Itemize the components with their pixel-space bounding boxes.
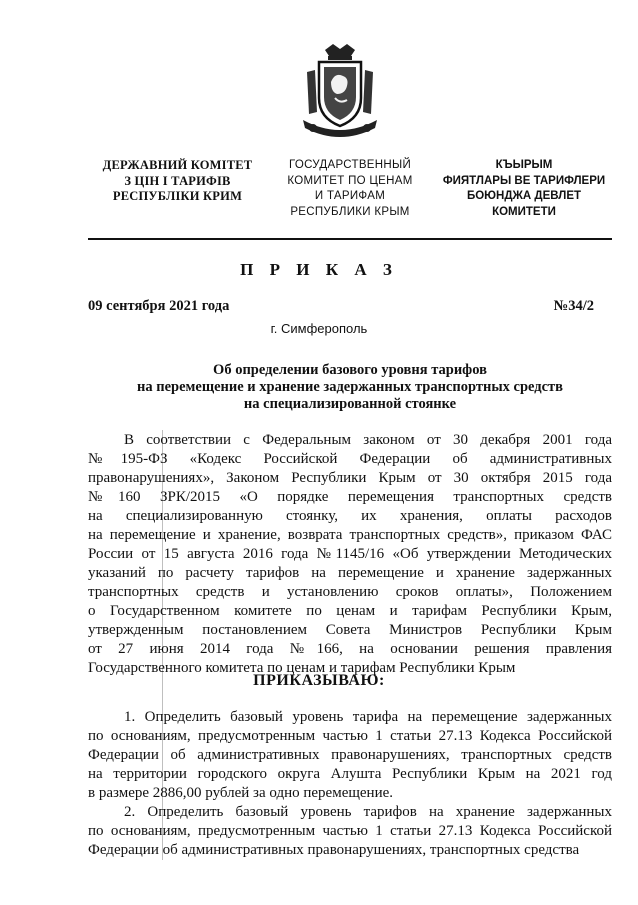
text-line: по основаниям, предусмотренным частью 1 статьи 27.13 Кодекса Российской: [88, 823, 612, 839]
header-line: И ТАРИФАМ: [314, 190, 386, 202]
header-line: ГОСУДАРСТВЕННЫЙ: [288, 159, 412, 171]
text-line: на перемещение и хранение, возврата транспортных средств», приказом ФАС: [88, 527, 612, 543]
text-line: правонарушениях», Законом Республики Крым от 30 октября 2015 года: [88, 470, 612, 486]
text-line: 2. Определить базовый уровень тарифов на хранение задержанных: [124, 804, 612, 820]
subject-line: на перемещение и хранение задержанных транспортных средств: [137, 379, 563, 395]
text-line: 1. Определить базовый уровень тарифа на перемещение задержанных: [124, 709, 612, 725]
text-line: в размере 2886,00 рублей за одно перемещение.: [88, 785, 394, 801]
text-line: утвержденным постановлением Совета Министров Республики Крым: [88, 622, 612, 638]
header-line: РЕСПУБЛИКИ КРЫМ: [290, 205, 410, 218]
order-heading: ПРИКАЗЫВАЮ:: [253, 672, 385, 689]
header-line: КОМИТЕТИ: [492, 205, 556, 218]
header-line: КОМИТЕТ ПО ЦЕНАМ: [287, 174, 413, 187]
header-line: ФИЯТЛАРЫ ВЕ ТАРИФЛЕРИ: [442, 174, 606, 187]
subject-line: Об определении базового уровня тарифов: [213, 362, 487, 378]
header-line: З ЦІН І ТАРИФІВ: [124, 173, 231, 188]
text-line: по основаниям, предусмотренным частью 1 статьи 27.13 Кодекса Российской: [88, 728, 612, 744]
text-line: России от 15 августа 2016 года №1145/16 «Об утверждении Методических: [88, 546, 612, 562]
order-item-1: [88, 708, 612, 803]
header-line: ДЕРЖАВНИЙ КОМІТЕТ: [102, 158, 253, 172]
text-line: на территории городского округа Алушта Республики Крым на 2021 год: [88, 766, 612, 782]
text-line: №160 ЗРК/2015 «О порядке перемещения транспортных средств: [88, 489, 612, 505]
text-line: на специализированную стоянку, их хранения, оплаты расходов: [88, 508, 612, 524]
header-ukrainian: [100, 158, 255, 205]
header-crimean-tatar: [440, 158, 608, 220]
subject-line: на специализированной стоянке: [243, 396, 457, 412]
coat-of-arms-emblem: [295, 42, 385, 142]
header-line: РЕСПУБЛІКИ КРИМ: [112, 189, 243, 203]
text-line: В соответствии с Федеральным законом от 30 декабря 2001 года: [124, 432, 612, 448]
text-line: Федерации об административных правонарушениях, транспортных средства: [88, 842, 580, 858]
header-russian: [270, 158, 430, 220]
text-line: Государственного комитета по ценам и тарифам Республики Крым: [88, 660, 516, 676]
header-divider: [88, 238, 612, 240]
text-line: Федерации об административных правонарушениях, транспортных средств: [88, 747, 612, 763]
text-line: №195-ФЗ «Кодекс Российской Федерации об административных: [88, 451, 612, 467]
scan-artifact-line: [162, 430, 163, 860]
document-city: г. Симферополь: [270, 321, 368, 336]
text-line: о Государственном комитете по ценам и тарифам Республики Крым,: [88, 603, 612, 619]
document-date: 09 сентября 2021 года: [88, 298, 230, 314]
text-line: от 27 июня 2014 года №166, на основании решения правления: [88, 641, 612, 657]
text-line: транспортных средств и установлению сроков оплаты», Положением: [88, 584, 612, 600]
order-item-2: [88, 803, 612, 860]
header-line: КЪЫРЫМ: [495, 159, 553, 171]
document-subject: [88, 362, 612, 413]
preamble-paragraph: [88, 431, 612, 678]
text-line: указаний по расчету тарифов на перемещение и хранение задержанных: [88, 565, 612, 581]
document-title: П Р И К А З: [240, 260, 398, 279]
document-number: №34/2: [553, 298, 594, 314]
header-line: БОЮНДЖА ДЕВЛЕТ: [466, 190, 582, 202]
